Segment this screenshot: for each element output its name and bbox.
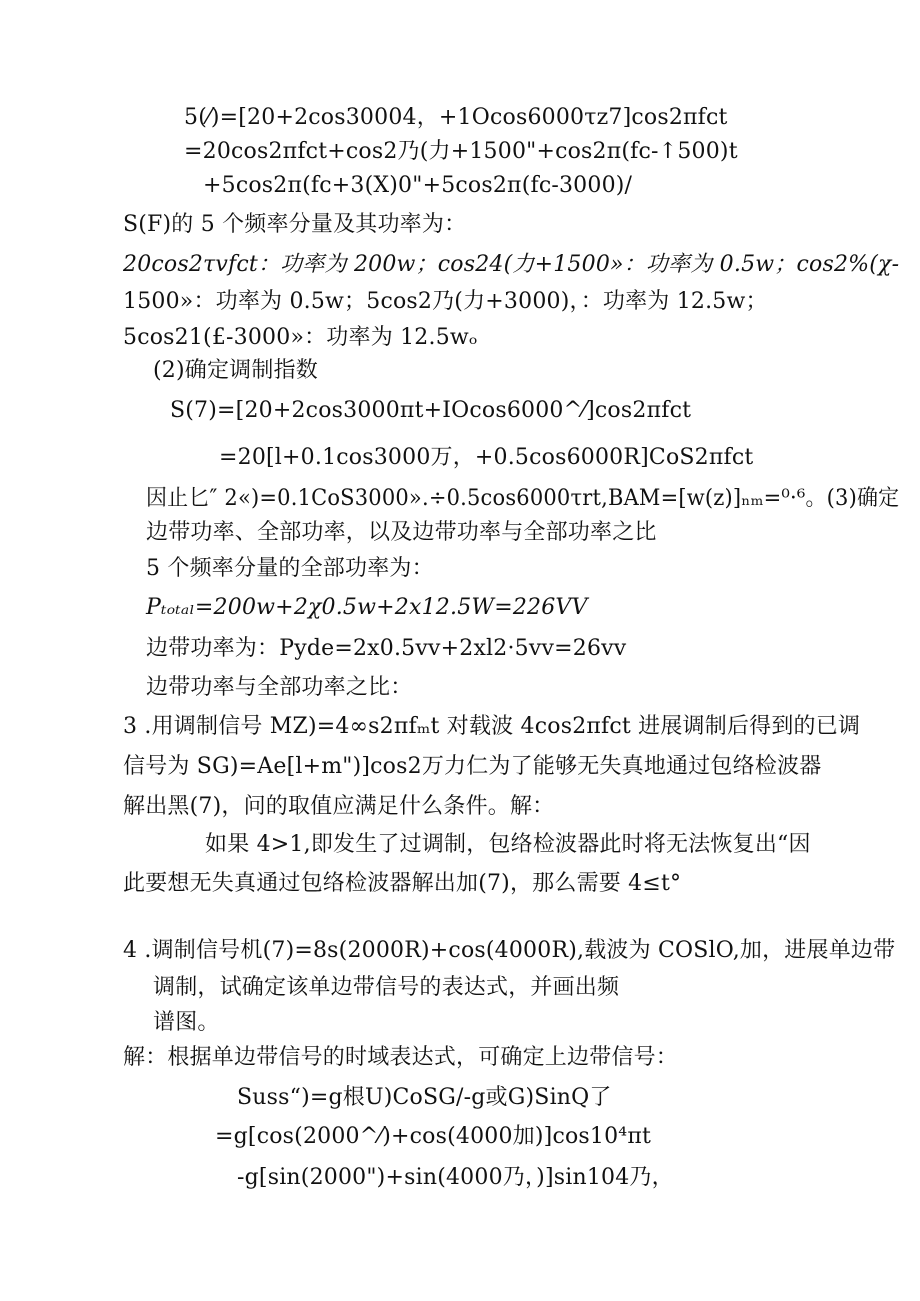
section-heading-2: (2)确定调制指数 [153, 358, 318, 383]
text-line-16: 边带功率与全部功率之比： [146, 675, 413, 700]
equation-ssb-1: Suss“)=g根U)CoSG/-g或G)SinQ了 [237, 1085, 612, 1110]
problem-4-line-2: 调制，试确定该单边带信号的表达式，并画出频 [153, 975, 620, 1000]
text-line-12: 边带功率、全部功率，以及边带功率与全部功率之比 [146, 520, 657, 545]
text-line-7: 5cos21(£-3000»：功率为 12.5wₒ [123, 325, 478, 350]
problem-4-line-1: 4 .调制信号机(7)=8s(2000R)+cos(4000R),载波为 COSlO,加，进展单边带 [123, 938, 896, 963]
equation-total-power: Pₜₒₜₐₗ=200w+2χ0.5w+2x12.5W=226VV [146, 595, 588, 620]
text-line-5: 20cos2τvfᴄt：功率为 200w；cos24(力+1500»：功率为 0.5w；cos2%(χ- [123, 252, 900, 277]
answer-4-intro: 解：根据单边带信号的时域表达式，可确定上边带信号： [123, 1045, 679, 1070]
equation-ssb-3: -g[sin(2000")+sin(4000乃，)]sin104乃， [237, 1165, 674, 1190]
equation-line-9: S(7)=[20+2cos3000πt+IOcos6000^⁄]cos2πfᴄt [170, 398, 692, 423]
text-line-13: 5 个频率分量的全部功率为： [146, 556, 434, 581]
text-line-6: 1500»：功率为 0.5w；5cos2乃(力+3000)，：功率为 12.5w； [123, 289, 768, 314]
equation-sideband-power: 边带功率为：Pyde=2x0.5vv+2xl2·5vv=26vv [146, 636, 627, 661]
text-line-11: 因止匕″ 2«)=0.1CoS3000».÷0.5cos6000τrt,BAM=[w(z)]ₙₘ=⁰·⁶。(3)确定 [146, 486, 900, 511]
equation-ssb-2: =g[cos(2000^⁄)+cos(4000加)]cos10⁴πt [215, 1124, 652, 1149]
problem-3-line-2: 信号为 SG)=Ae[l+m")]cos2万力仁为了能够无失真地通过包络检波器 [123, 754, 822, 779]
equation-line-10: =20[l+0.1cos3000万，+0.5cos6000R]CoS2πfᴄt [219, 445, 754, 470]
problem-4-line-3: 谱图。 [153, 1010, 220, 1035]
answer-3-line-2: 此要想无失真通过包络检波器解出加(7)，那么需要 4≤t° [123, 871, 682, 896]
equation-line-2: =20cos2πfᴄt+cos2乃(力+1500"+cos2π(fᴄ-↑500)t [184, 139, 738, 164]
problem-3-line-1: 3 .用调制信号 MZ)=4∞s2πfₘt 对载波 4cos2πfᴄt 进展调制后得到的已调 [123, 714, 861, 739]
text-line-4: S(F)的 5 个频率分量及其功率为： [123, 212, 467, 237]
problem-3-line-3: 解出黑(7)，问的取值应满足什么条件。解： [123, 794, 555, 819]
equation-line-3: +5cos2π(fᴄ+3(X)0"+5cos2π(fᴄ-3000)/ [203, 173, 633, 198]
equation-line-1: 5(⁄)=[20+2cos30004，+1Ocos6000τz7]cos2πfᴄt [184, 105, 728, 130]
answer-3-line-1: 如果 4>1,即发生了过调制，包络检波器此时将无法恢复出“因 [205, 832, 811, 857]
